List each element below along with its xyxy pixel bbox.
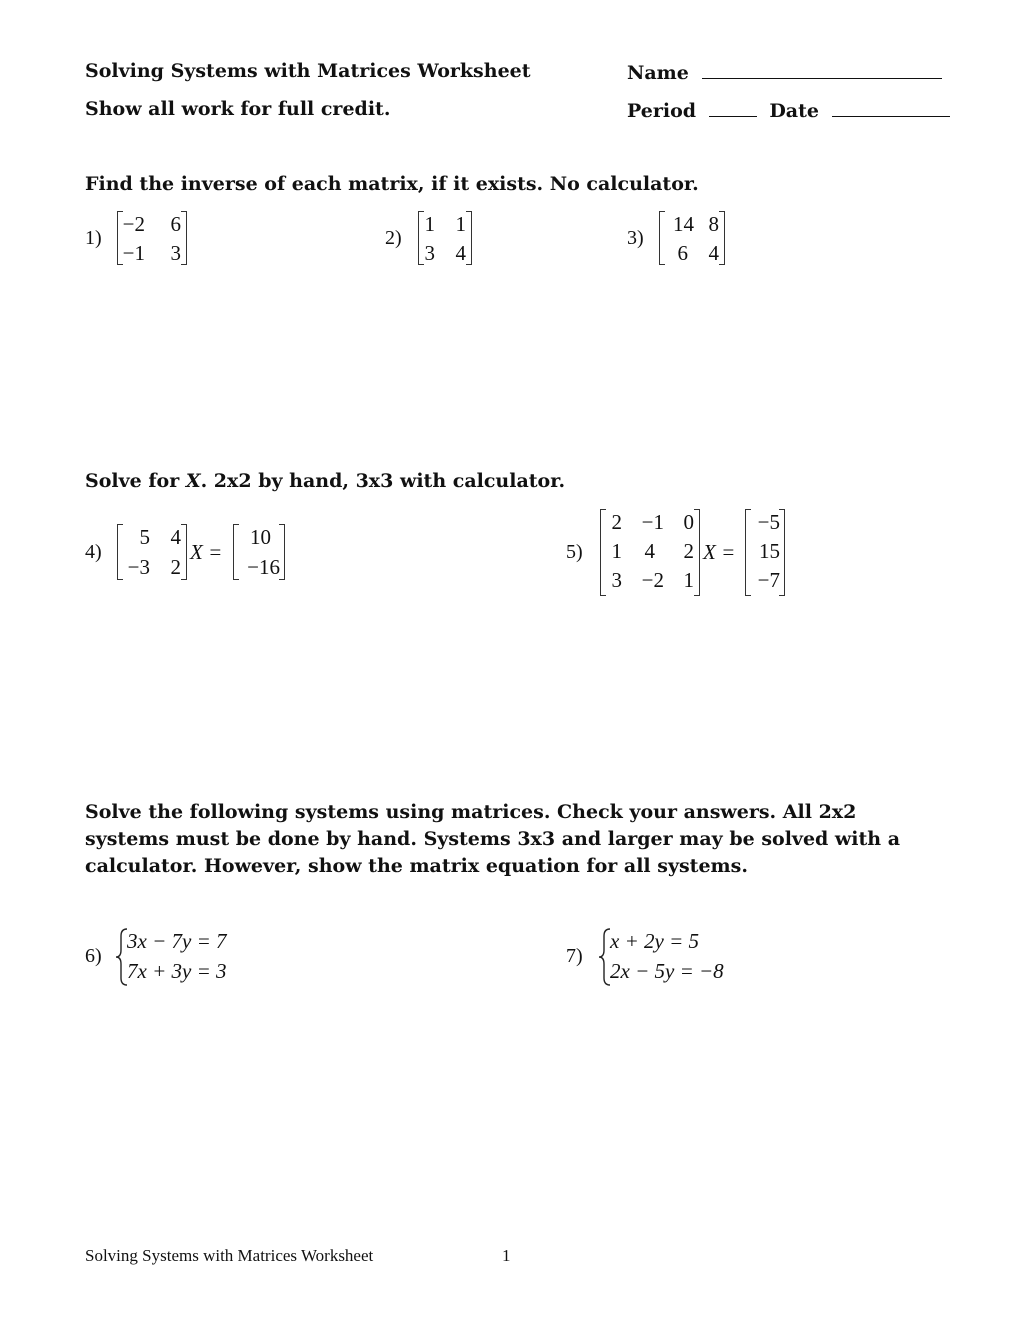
matrix-cell: 6 — [170, 212, 181, 236]
matrix-cell: 4 — [170, 525, 181, 549]
date-blank[interactable] — [832, 98, 950, 117]
matrix-cell: 2 — [683, 539, 694, 563]
matrix-cell: 6 — [677, 241, 688, 265]
left-bracket — [745, 509, 751, 596]
problem-5-matrix-a — [600, 509, 700, 596]
matrix-cell: 2 — [170, 555, 181, 579]
matrix-cell: 4 — [644, 539, 655, 563]
problem-6-equation-2: 7x + 3y = 3 — [127, 959, 227, 983]
matrix-cell: 3 — [170, 241, 181, 265]
matrix-cell: 5 — [139, 525, 150, 549]
right-bracket — [694, 509, 700, 596]
section3-heading-line3: calculator. However, show the matrix equation for all systems. — [85, 855, 748, 877]
section2-heading — [85, 470, 565, 492]
section3-heading-line2: systems must be done by hand. Systems 3x3 and larger may be solved with a — [85, 828, 901, 850]
matrix-cell: −3 — [127, 555, 150, 579]
period-label: Period — [627, 100, 697, 122]
problem-4-label: 4) — [85, 541, 102, 563]
matrix-cell: −1 — [641, 510, 664, 534]
problem-1-matrix — [117, 211, 187, 265]
matrix-cell: 1 — [424, 212, 435, 236]
left-bracket — [233, 524, 239, 580]
problem-4-matrix-b — [233, 524, 285, 580]
left-bracket — [659, 211, 665, 265]
section2-heading-start: Solve for — [85, 470, 186, 492]
problem-6-equation-1: 3x − 7y = 7 — [127, 929, 227, 953]
right-bracket — [181, 211, 187, 265]
matrix-cell: 4 — [708, 241, 719, 265]
matrix-cell: −1 — [122, 241, 145, 265]
section1-heading: Find the inverse of each matrix, if it exists. No calculator. — [85, 173, 699, 195]
matrix-cell: 4 — [455, 241, 466, 265]
matrix-cell: −2 — [641, 568, 664, 592]
variable-x: X — [185, 470, 201, 492]
matrix-cell: −5 — [757, 510, 780, 534]
right-bracket — [466, 211, 472, 265]
matrix-cell: 8 — [708, 212, 719, 236]
problem-5-label: 5) — [566, 541, 583, 563]
right-bracket — [181, 524, 187, 580]
problem-6-label: 6) — [85, 945, 102, 967]
matrix-cell: 3 — [611, 568, 622, 592]
matrix-cell: 1 — [455, 212, 466, 236]
instruction-text: Show all work for full credit. — [85, 98, 391, 120]
name-label: Name — [627, 62, 689, 84]
right-bracket — [719, 211, 725, 265]
name-field[interactable] — [627, 60, 942, 84]
matrix-cell: 10 — [250, 525, 271, 549]
matrix-cell: 15 — [759, 539, 780, 563]
matrix-cell: 2 — [611, 510, 622, 534]
matrix-cell: 3 — [424, 241, 435, 265]
matrix-cell: −16 — [247, 555, 280, 579]
problem-4-matrix-a — [117, 524, 187, 580]
problem-7-label: 7) — [566, 945, 583, 967]
name-blank[interactable] — [702, 60, 942, 79]
matrix-cell: 14 — [673, 212, 694, 236]
page-number: 1 — [502, 1246, 511, 1265]
problem-2-matrix — [418, 211, 472, 265]
section2-heading-end: . 2x2 by hand, 3x3 with calculator. — [200, 470, 566, 492]
matrix-cell: 1 — [683, 568, 694, 592]
worksheet-title: Solving Systems with Matrices Worksheet — [85, 60, 531, 82]
problem-5-matrix-b — [745, 509, 785, 596]
problem-7-equation-2: 2x − 5y = −8 — [610, 959, 724, 983]
problem-7-equation-1: x + 2y = 5 — [610, 929, 699, 953]
problem-4-x-equals: X = — [190, 540, 223, 564]
section3-heading-line1: Solve the following systems using matrices. Check your answers. All 2x2 — [85, 801, 857, 823]
problem-3-matrix — [659, 211, 725, 265]
matrix-cell: −7 — [757, 568, 780, 592]
left-bracket — [600, 509, 606, 596]
matrix-cell: 1 — [611, 539, 622, 563]
period-date-field[interactable] — [627, 98, 950, 122]
matrix-cell: 0 — [683, 510, 694, 534]
left-bracket — [117, 524, 123, 580]
left-bracket — [418, 211, 424, 265]
matrix-cell: −2 — [122, 212, 145, 236]
problem-1-label: 1) — [85, 227, 102, 249]
period-blank[interactable] — [709, 98, 757, 117]
problem-5-x-equals: X = — [703, 540, 736, 564]
problem-3-label: 3) — [627, 227, 644, 249]
footer-title: Solving Systems with Matrices Worksheet — [85, 1246, 374, 1265]
date-label: Date — [769, 100, 819, 122]
problem-2-label: 2) — [385, 227, 402, 249]
